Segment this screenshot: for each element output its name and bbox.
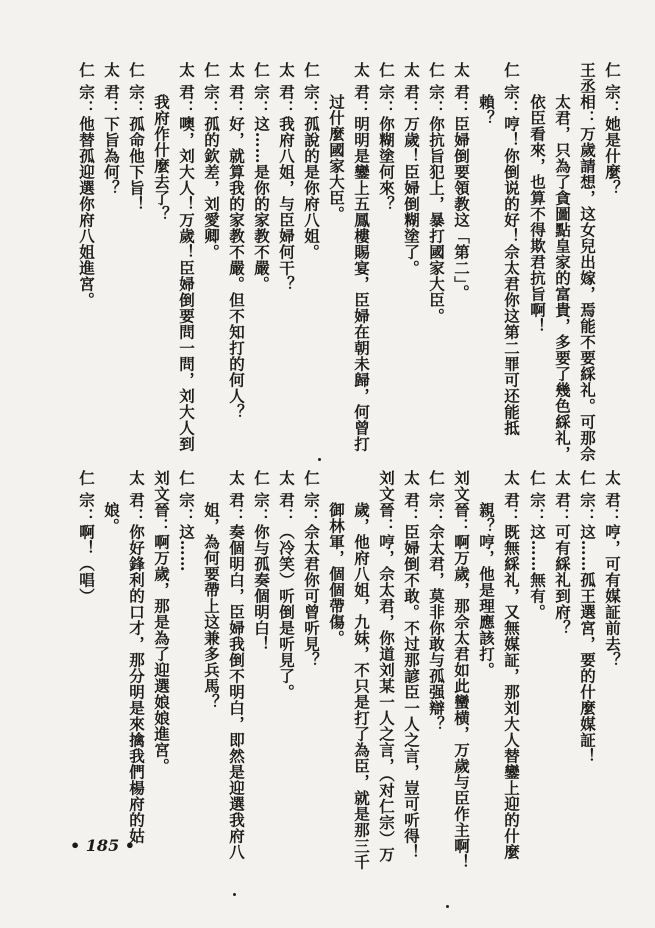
text-column: 太 君：既無綵礼，又無媒証，那刘大人替鑾上迎的什麼 [502, 470, 521, 860]
text-column: 仁 宗：孤命他下旨！ [127, 62, 146, 212]
print-speck [446, 905, 449, 908]
text-column: 过什麼國家大臣。 [327, 62, 346, 222]
text-column: 太 君：万歲！臣婦倒糊塗了。 [402, 62, 421, 276]
text-column: 仁 宗：她是什麼？ [603, 62, 622, 196]
text-column: 御林軍，個個帶傷。 [327, 470, 346, 646]
text-column: 刘文晉：啊万歲，那是為了迎選娘娘進宮。 [152, 470, 171, 774]
text-column: 姐，為何要帶上这兼多兵馬？ [202, 470, 221, 710]
text-column: 歲，他府八姐，九妹，不只是打了為臣，就是那三千 [352, 470, 371, 870]
text-column: 親？哼，他是理應該打。 [477, 470, 496, 678]
text-column: 仁 宗：佘太君你可曾听見？ [302, 470, 321, 668]
text-column: 仁 宗：孤的欽差，刘愛卿。 [202, 62, 221, 260]
text-column: 仁 宗：佘太君，莫非你敢与孤强辯？ [427, 470, 446, 732]
text-column: 太 君：臣婦倒不敢。不过那諺臣一人之言，豈可听得！ [402, 470, 421, 860]
text-column: 仁 宗：你与孤奏個明白！ [252, 470, 271, 652]
text-column: 王丞相：万歲請想，这女兒出嫁，焉能不要綵礼。可那佘 [578, 62, 597, 462]
text-column: 太 君：噢，刘大人！万歲！臣婦倒要問一問，刘大人到 [177, 62, 196, 452]
text-column: 仁 宗：你糊塗何來？ [377, 62, 396, 212]
text-column: 仁 宗：这……無有。 [528, 470, 547, 620]
text-column: 太 君：下旨為何？ [102, 62, 121, 196]
page-number-value: 185 [85, 836, 120, 855]
text-column: 刘文晉：啊万歲，那佘太君如此蠻横，万歲与臣作主啊！ [452, 470, 471, 870]
text-column: 仁 宗：你抗旨犯上，暴打國家大臣。 [427, 62, 446, 324]
print-speck [233, 893, 236, 896]
text-column: 仁 宗：啊！（唱） [77, 470, 96, 604]
text-column: 賴？ [477, 62, 496, 126]
text-column: 仁 宗：孤說的是你府八姐。 [302, 62, 321, 260]
text-column: 娘。 [102, 470, 121, 534]
text-column: 太 君：（冷笑）听倒是听見了。 [277, 470, 296, 700]
text-column: 太君，只為了貪圖點皇家的富貴，多要了幾色綵礼， [553, 62, 572, 462]
text-column: 太 君：可有綵礼到府？ [553, 470, 572, 636]
text-column: 仁 宗：他替孤迎選你府八姐進宮。 [77, 62, 96, 308]
print-speck [318, 458, 321, 461]
text-column: 仁 宗：这…… [177, 470, 196, 572]
text-column: 太 君：我府八姐，与臣婦何干？ [277, 62, 296, 292]
page-number: • 185 • [70, 836, 135, 855]
text-column: 我府作什麼去了？ [152, 62, 171, 222]
text-column: 太 君：好，就算我的家教不嚴。但不知打的何人？ [227, 62, 246, 420]
text-column: 太 君：臣婦倒要領教这「第二」。 [452, 62, 471, 301]
text-column: 太 君：明明是鑾上五鳳樓賜宴，臣婦在朝未歸，何曾打 [352, 62, 371, 452]
text-column: 依臣看來，也算不得欺君抗旨啊！ [528, 62, 547, 334]
text-column: 仁 宗：这……孤王選宮，要的什麼媒証！ [578, 470, 597, 764]
text-column: 仁 宗：哼！你倒说的好！佘太君你这第二罪可还能抵 [502, 62, 521, 436]
text-column: 太 君：你好鋒利的口才，那分明是來擒我們楊府的姑 [127, 470, 146, 844]
text-column: 太 君：奏個明白，臣婦我倒不明白，即然是迎選我府八 [227, 470, 246, 860]
text-column: 仁 宗：这……是你的家教不嚴。 [252, 62, 271, 292]
text-column: 太 君：哼，可有媒証前去？ [603, 470, 622, 668]
text-column: 刘文晉：哼，佘太君，你道刘某一人之言，（对仁宗）万 [377, 470, 396, 863]
